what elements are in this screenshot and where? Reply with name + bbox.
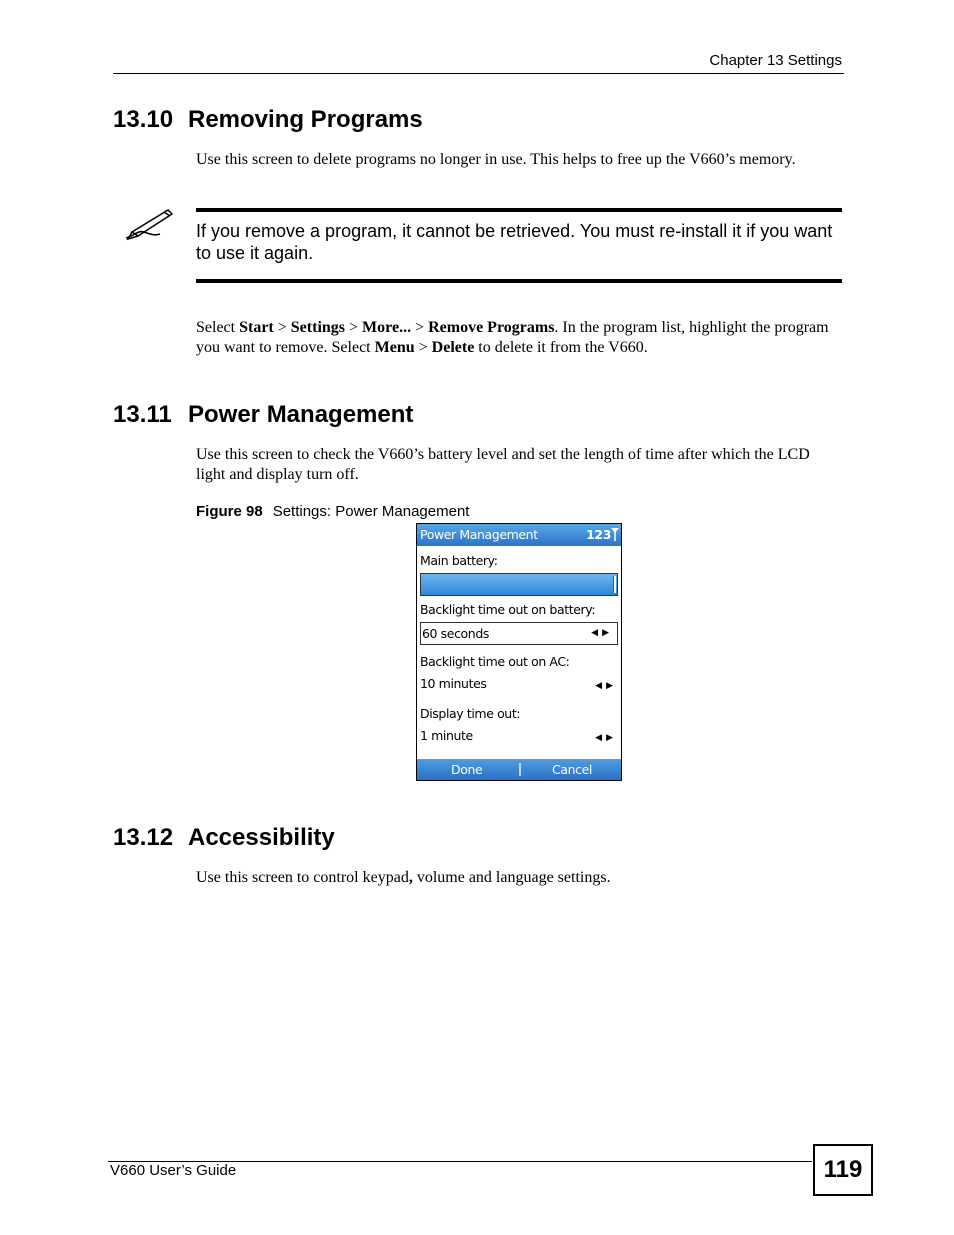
backlight-battery-label: Backlight time out on battery:	[420, 602, 596, 617]
input-mode-indicator: 123	[586, 527, 611, 542]
section-title: Power Management	[188, 401, 414, 428]
phone-title: Power Management	[420, 527, 538, 542]
note-top-bar	[196, 208, 842, 212]
backlight-battery-select[interactable]	[420, 622, 618, 645]
guide-title: V660 User’s Guide	[110, 1162, 237, 1179]
section-heading-accessibility	[113, 824, 335, 852]
note-bottom-bar	[196, 279, 842, 283]
figure-caption	[196, 503, 469, 520]
main-battery-level-bar	[420, 573, 618, 596]
display-timeout-value: 1 minute	[420, 728, 473, 743]
page-number: 119	[813, 1144, 873, 1196]
section-number: 13.10	[113, 106, 174, 133]
accessibility-intro: Use this screen to control keypad, volume and language settings.	[196, 869, 611, 886]
left-right-arrows-icon[interactable]: ◀▶	[591, 628, 613, 638]
section-heading-power-management	[113, 401, 413, 429]
backlight-battery-value: 60 seconds	[422, 626, 489, 641]
left-right-arrows-icon[interactable]: ◀▶	[595, 733, 617, 743]
backlight-ac-label: Backlight time out on AC:	[420, 654, 570, 669]
signal-antenna-icon	[611, 527, 619, 542]
pen-writing-icon	[124, 206, 176, 242]
section-title: Removing Programs	[188, 106, 423, 133]
removing-programs-intro: Use this screen to delete programs no longer in use. This helps to free up the V660’s memory.	[196, 151, 796, 168]
section-number: 13.12	[113, 824, 174, 851]
power-management-intro: Use this screen to check the V660’s battery level and set the length of time after which the LCD light and display turn off.	[196, 446, 810, 483]
figure-label: Figure 98	[196, 503, 263, 520]
done-softkey[interactable]: Done	[451, 762, 483, 777]
power-management-screen	[416, 523, 622, 781]
main-battery-label: Main battery:	[420, 553, 498, 568]
figure-title: Settings: Power Management	[272, 503, 470, 520]
note-text: If you remove a program, it cannot be retrieved. You must re-install it if you want to use it again.	[196, 221, 833, 263]
section-title: Accessibility	[188, 824, 335, 851]
softkey-separator	[519, 763, 521, 776]
remove-programs-instructions: Select Start > Settings > More... > Remove Programs. In the program list, highlight the program you want to remove. Select Menu > Delete to delete it from the V660.	[196, 319, 829, 356]
header-rule	[113, 73, 844, 74]
softkey-bar	[417, 759, 621, 780]
section-number: 13.11	[113, 401, 172, 428]
display-timeout-label: Display time out:	[420, 706, 521, 721]
cancel-softkey[interactable]: Cancel	[552, 762, 592, 777]
chapter-header: Chapter 13 Settings	[709, 52, 842, 69]
left-right-arrows-icon[interactable]: ◀▶	[595, 681, 617, 691]
section-heading-removing-programs	[113, 106, 423, 134]
backlight-ac-value: 10 minutes	[420, 676, 487, 691]
phone-title-bar	[417, 524, 621, 546]
